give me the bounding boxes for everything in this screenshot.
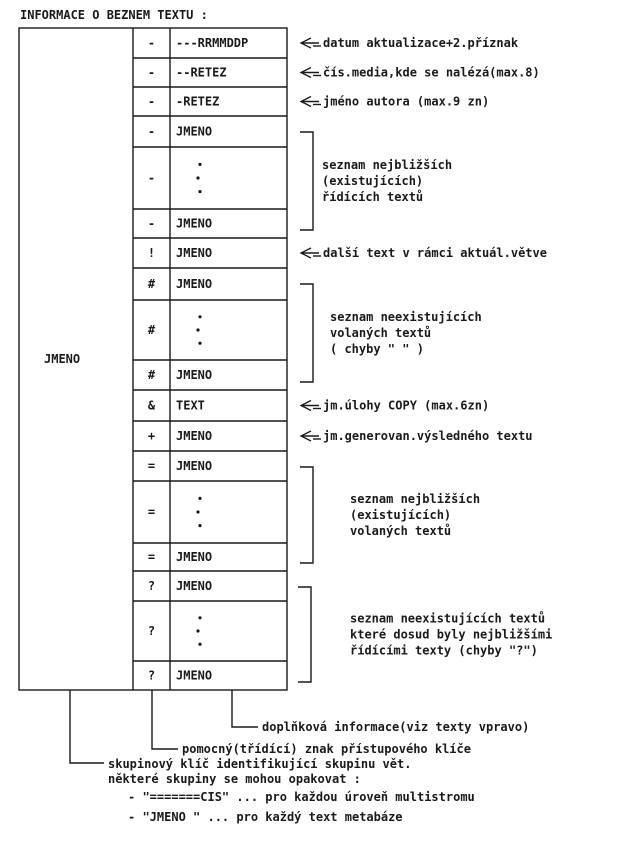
bracket-note-line: seznam nejbližších xyxy=(350,492,481,506)
ellipsis-dot xyxy=(196,510,199,513)
bracket-note-line: seznam nejbližších xyxy=(322,158,453,172)
bracket-note-line: (existujících) xyxy=(350,508,452,522)
row-value: JMENO xyxy=(176,246,213,260)
ellipsis-dot xyxy=(198,616,201,619)
repeat-item: - "JMENO " ... pro každý text metabáze xyxy=(128,810,403,824)
bracket-note-line: řídícími texty (chyby "?") xyxy=(350,643,538,658)
row-note: čís.media,kde se nalézá(max.8) xyxy=(323,65,540,80)
bracket-note-line: seznam neexistujících textů xyxy=(350,611,546,626)
group-key-label: JMENO xyxy=(44,352,81,366)
row-value: --RETEZ xyxy=(176,65,227,80)
row-key: - xyxy=(147,65,156,80)
ellipsis-dot xyxy=(198,315,201,318)
key-column-note: pomocný(třídící) znak přístupového klíče xyxy=(182,742,471,756)
group-column-note: skupinový klíč identifikující skupinu vět. xyxy=(108,757,412,771)
row-note: jm.úlohy COPY (max.6zn) xyxy=(323,398,490,413)
page-title: INFORMACE O BEZNEM TEXTU : xyxy=(20,8,208,22)
bracket-note-line: seznam neexistujících xyxy=(330,310,482,324)
row-value: -RETEZ xyxy=(176,94,220,109)
ellipsis-dot xyxy=(198,342,201,345)
value-column-note: doplňková informace(viz texty vpravo) xyxy=(262,720,530,734)
repeat-intro: některé skupiny se mohou opakovat : xyxy=(108,772,361,786)
row-key: ? xyxy=(147,668,156,683)
row-value: ---RRMMDDP xyxy=(176,36,249,50)
key-column-leader xyxy=(152,690,178,749)
value-column-leader xyxy=(232,690,258,727)
ellipsis-dot xyxy=(196,328,199,331)
row-key: = xyxy=(147,505,156,519)
bracket-note-line: ( chyby " " ) xyxy=(330,342,424,356)
ellipsis-dot xyxy=(198,190,201,193)
row-key: - xyxy=(147,171,156,185)
ellipsis-dot xyxy=(198,163,201,166)
bracket-note-line: volaných textů xyxy=(350,524,452,538)
group-bracket xyxy=(300,467,313,563)
row-note: datum aktualizace+2.příznak xyxy=(323,36,519,50)
group-bracket xyxy=(300,132,313,230)
ellipsis-dot xyxy=(198,497,201,500)
group-column-leader xyxy=(70,690,104,763)
row-key: - xyxy=(147,94,156,109)
row-key: # xyxy=(147,368,156,382)
row-value: JMENO xyxy=(176,459,213,473)
row-key: - xyxy=(147,36,156,50)
row-value: JMENO xyxy=(176,368,213,382)
row-value: JMENO xyxy=(176,668,213,683)
row-key: & xyxy=(147,398,156,413)
ellipsis-dot xyxy=(198,524,201,527)
ellipsis-dot xyxy=(196,176,199,179)
bracket-note-line: (existujících) xyxy=(322,174,424,188)
row-key: - xyxy=(147,216,156,231)
row-key: # xyxy=(147,323,156,337)
group-bracket xyxy=(298,587,311,682)
bracket-note-line: volaných textů xyxy=(330,326,432,340)
row-key: = xyxy=(147,459,156,473)
group-bracket xyxy=(300,284,313,382)
row-value: JMENO xyxy=(176,277,213,291)
row-key: # xyxy=(147,277,156,291)
row-key: ? xyxy=(147,624,156,638)
row-value: TEXT xyxy=(176,398,205,413)
row-key: ? xyxy=(147,579,156,593)
row-key: + xyxy=(147,429,156,443)
row-key: ! xyxy=(147,246,156,260)
bracket-note-line: řídících textů xyxy=(322,190,424,204)
row-value: JMENO xyxy=(176,429,213,443)
repeat-item: - "=======CIS" ... pro každou úroveň multistromu xyxy=(128,790,475,804)
row-value: JMENO xyxy=(176,124,213,139)
bracket-note-line: které dosud byly nejbližšími xyxy=(350,627,553,642)
row-note: další text v rámci aktuál.větve xyxy=(323,246,547,260)
row-note: jméno autora (max.9 zn) xyxy=(323,94,490,109)
row-key: = xyxy=(147,550,156,564)
ellipsis-dot xyxy=(196,629,199,632)
ellipsis-dot xyxy=(198,643,201,646)
row-value: JMENO xyxy=(176,579,213,593)
row-value: JMENO xyxy=(176,216,213,231)
row-key: - xyxy=(147,124,156,139)
row-value: JMENO xyxy=(176,550,213,564)
row-note: jm.generovan.výsledného textu xyxy=(323,429,533,443)
